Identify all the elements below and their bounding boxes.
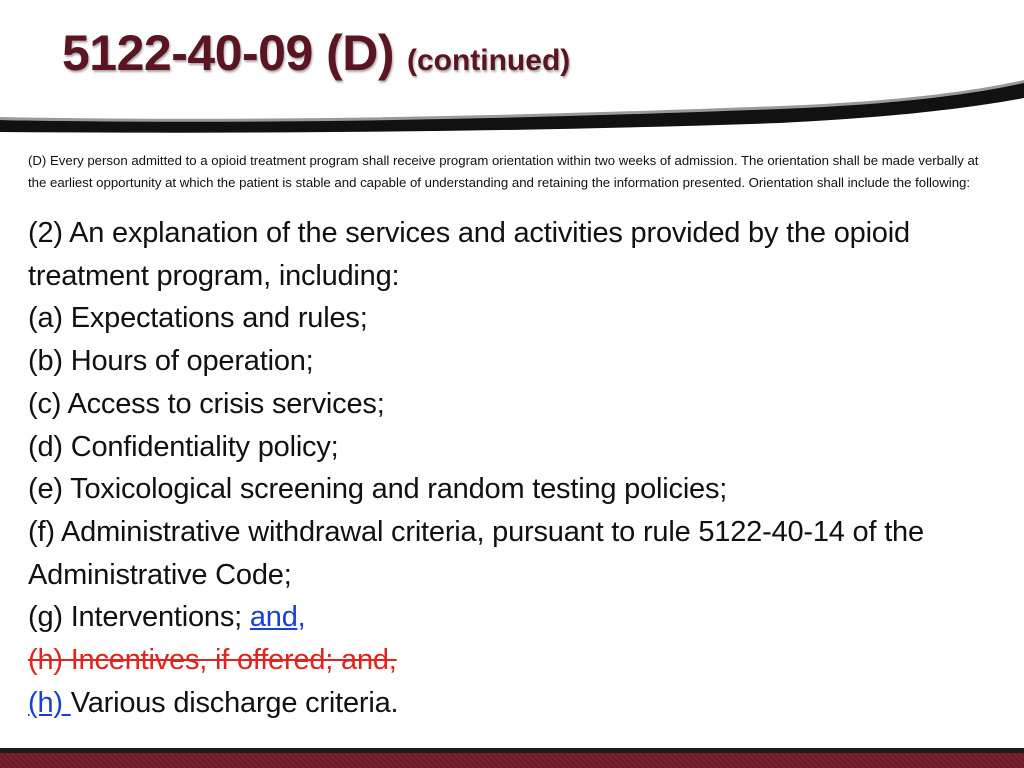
inserted-text-and: and,	[249, 601, 306, 634]
list-item-g-text: (g) Interventions;	[28, 601, 250, 634]
list-item-h-deleted: (h) Incentives, if offered; and,	[28, 644, 397, 677]
intro-paragraph: (D) Every person admitted to a opioid treatment program shall receive program orientation within two weeks of admission. The orientation shall be made verbally at the earliest opportunity at which the patient is stable and capable of understanding and retaining the information presented. Orientation shall include the following:	[28, 153, 979, 190]
list-item-c: (c) Access to crisis services;	[28, 387, 385, 420]
header-swoosh	[0, 68, 1024, 144]
orientation-list	[28, 212, 1003, 724]
list-item-b: (b) Hours of operation;	[28, 345, 314, 378]
list-item-h	[28, 682, 1003, 725]
list-item-d: (d) Confidentiality policy;	[28, 430, 339, 463]
title-main: 5122-40-09 (D)	[62, 25, 395, 81]
list-item-h-text: Various discharge criteria.	[70, 686, 399, 719]
title-sub: (continued)	[406, 44, 571, 77]
list-item-f: (f) Administrative withdrawal criteria, pursuant to rule 5122-40-14 of the Administrative Code;	[28, 515, 924, 591]
list-item-a: (a) Expectations and rules;	[28, 302, 368, 335]
list-item-2: (2) An explanation of the services and activities provided by the opioid treatment program, including:	[28, 217, 910, 292]
footer-bar	[0, 753, 1024, 768]
inserted-text-h: (h)	[28, 686, 71, 719]
list-item-g	[28, 596, 1003, 639]
list-item-e: (e) Toxicological screening and random testing policies;	[28, 473, 728, 506]
